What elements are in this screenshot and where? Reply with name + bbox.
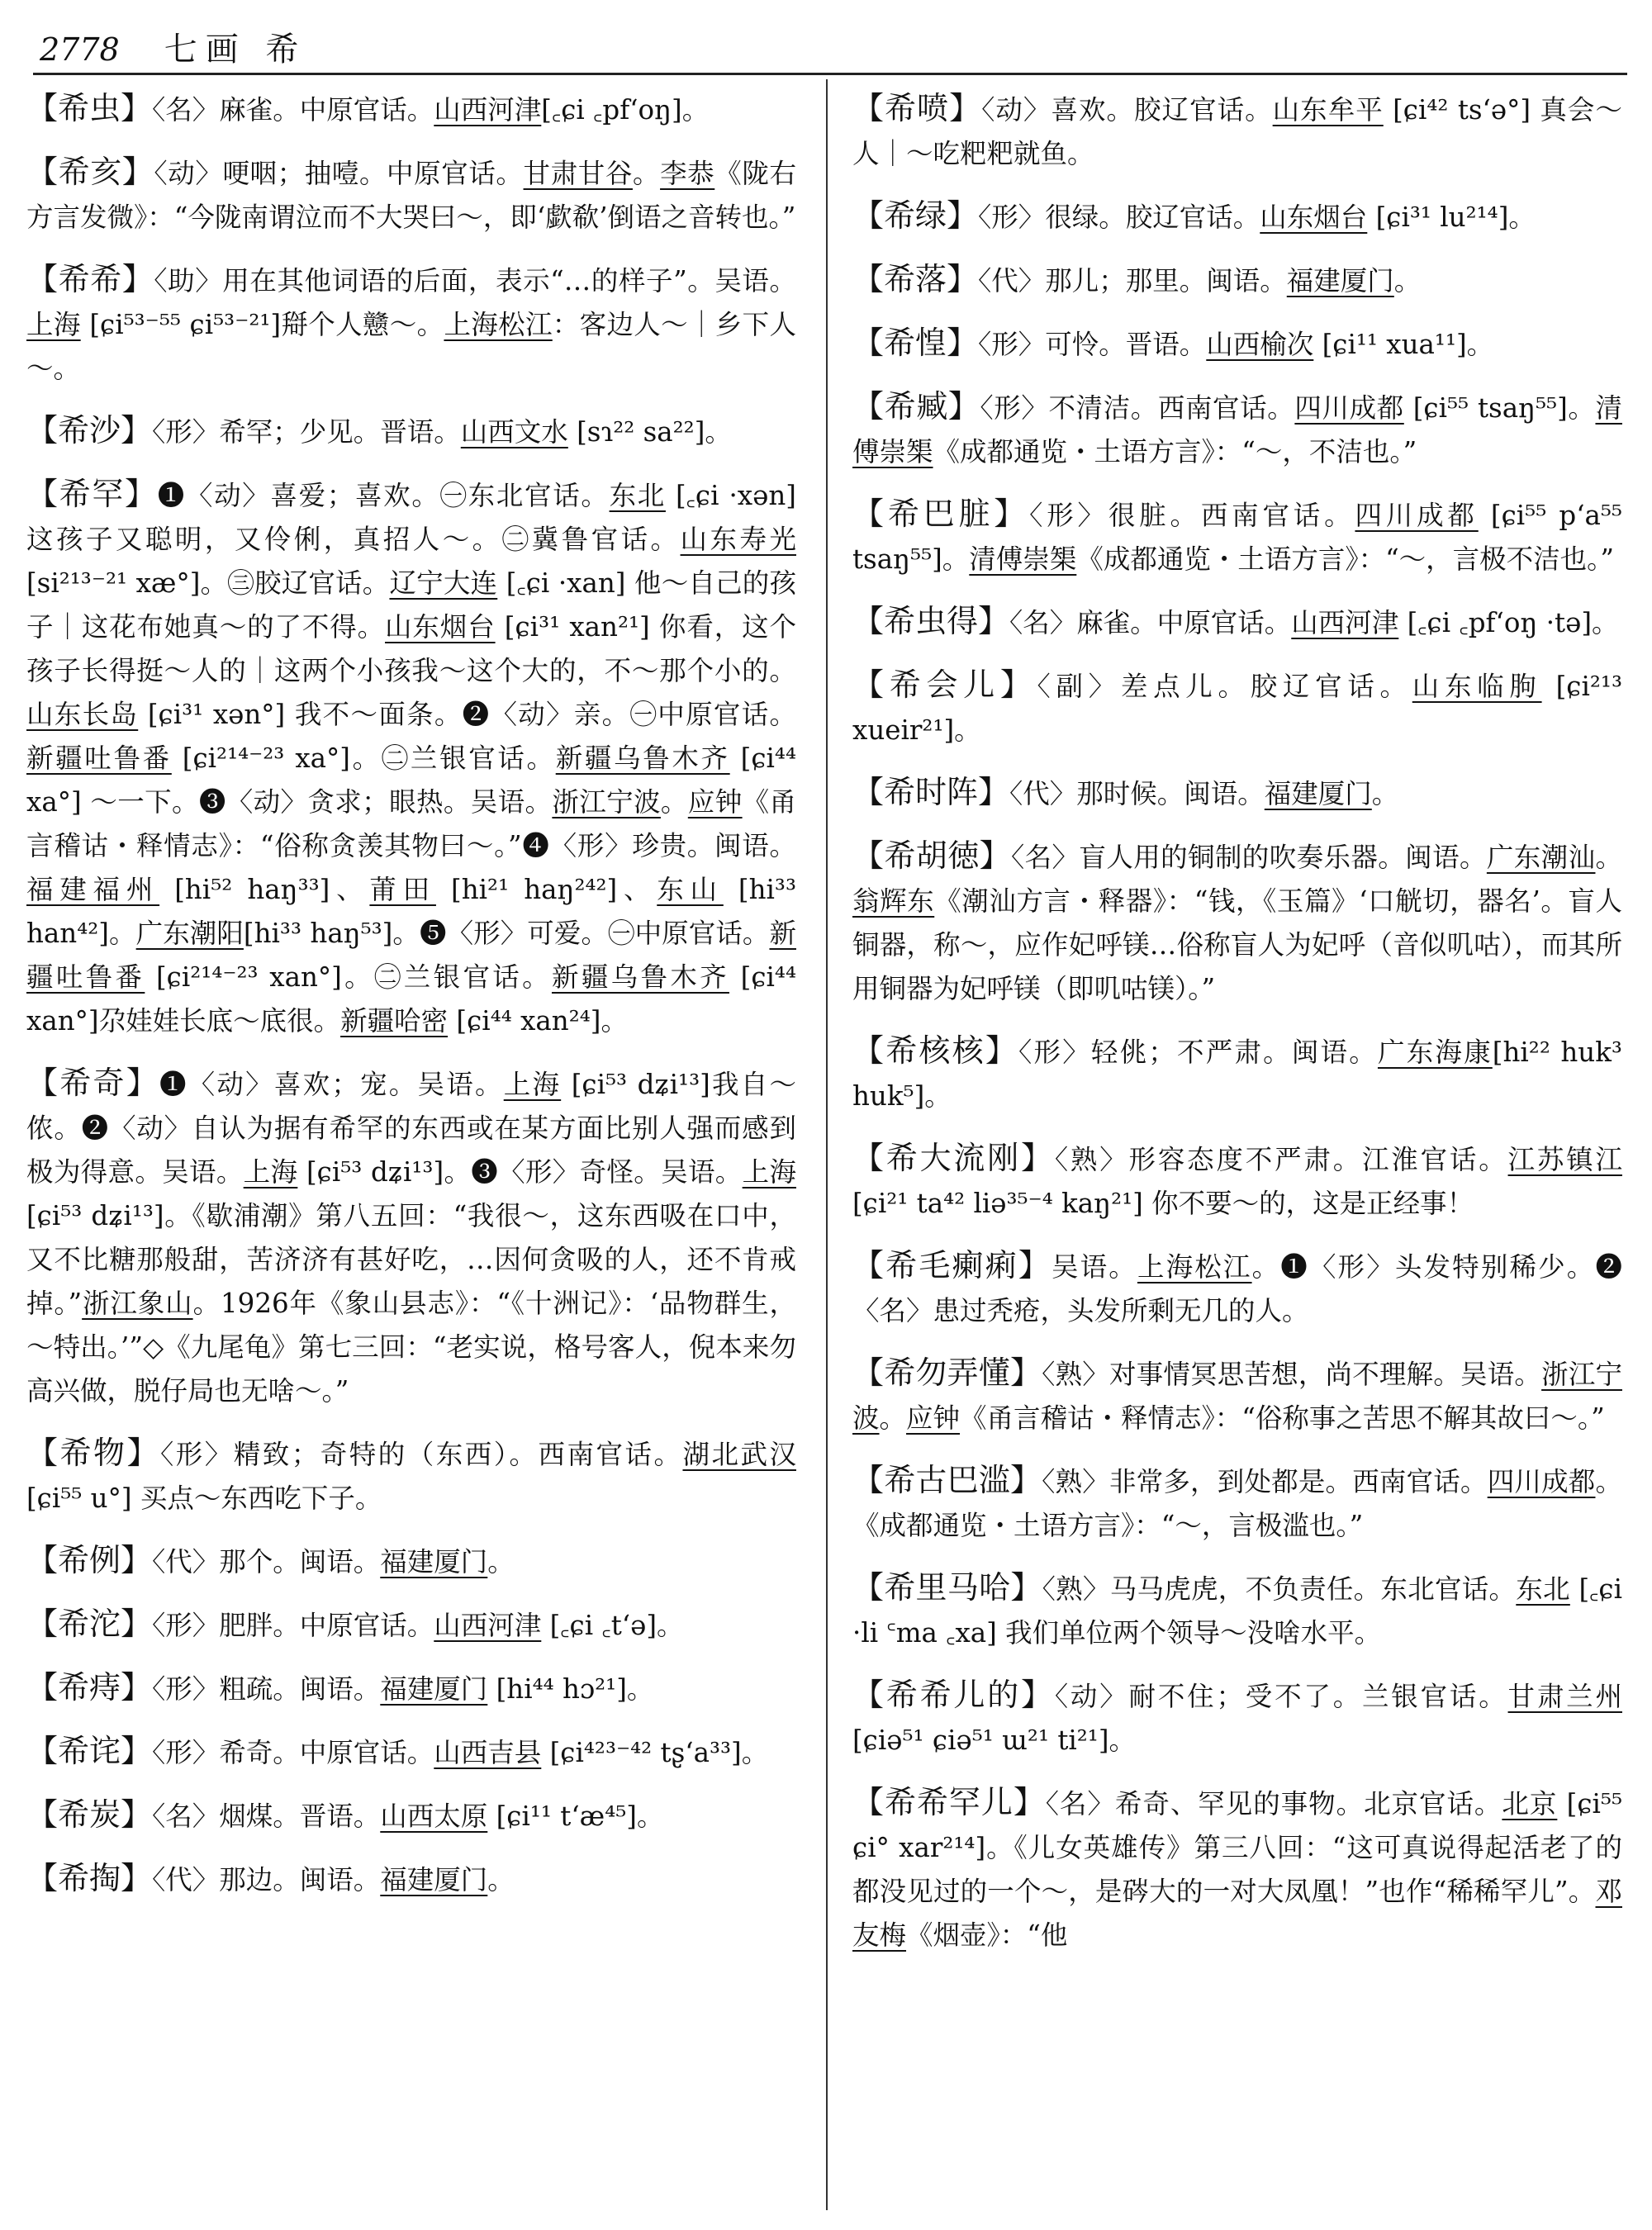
entry-text: [ɕi³¹ xən°] 我不～面条。❷〈动〉亲。㊀中原官话。: [138, 699, 796, 730]
entry-text: [ɕi⁵³ dʑi¹³]。《歇浦潮》第八五回：“我很～，这东西吸在口中，又不比糖那般甜，苦济济有甚好吃，…因何贪吸的人，还不肯戒掉。”: [26, 1200, 796, 1319]
entry-text: 〈熟〉对事情冥思苦想，尚不理解。吴语。: [1042, 1359, 1542, 1390]
dictionary-entry: [26, 258, 796, 391]
entry-text: 〈熟〉形容态度不严肃。江淮官话。: [1054, 1144, 1508, 1175]
header-rule: [33, 73, 1627, 75]
entry-location: 福建厦门: [380, 1864, 488, 1896]
entry-location: 山西吉县: [434, 1737, 542, 1768]
entry-location: 福建厦门: [380, 1673, 488, 1705]
dictionary-entry: [26, 1602, 796, 1648]
entry-text: 。❶〈形〉头发特别稀少。❷〈名〉患过秃疮，头发所剩无几的人。: [852, 1251, 1622, 1326]
dictionary-entry: [852, 1244, 1622, 1333]
entry-text: [ɕi²¹ ta⁴² liə³⁵⁻⁴ kaŋ²¹] 你不要～的，这是正经事！: [852, 1188, 1474, 1219]
entry-headword: 【希沱】: [26, 1606, 153, 1642]
entry-text: ：客边人～｜乡下人～。: [26, 309, 796, 384]
entry-text: [ɕi¹¹ xua¹¹]。: [1313, 329, 1494, 360]
entry-headword: 【希胡徳】: [852, 837, 1011, 874]
entry-location: 上海: [503, 1069, 562, 1100]
entry-text: 〈形〉希奇。中原官话。: [152, 1737, 434, 1768]
entry-headword: 【希沙】: [26, 412, 153, 448]
entry-location: 山西河津: [434, 1610, 542, 1641]
right-column: [852, 87, 1622, 1976]
entry-text: 。: [487, 1864, 515, 1896]
entry-text: [ɕi³¹ lu²¹⁴]。: [1367, 202, 1536, 233]
entry-text: [꜀ɕi ·li ꜂ma ꜀xa] 我们单位两个领导～没啥水平。: [852, 1573, 1622, 1649]
entry-location: 山东寿光: [680, 524, 796, 555]
entry-text: 《成都通览・土语方言》：“～，不洁也。”: [933, 436, 1417, 467]
entry-location: 上海: [26, 309, 81, 340]
dictionary-entry: [852, 1459, 1622, 1548]
entry-headword: 【希虫得】: [852, 603, 1010, 639]
entry-location: 广东海康: [1377, 1037, 1493, 1068]
entry-location: 上海松江: [444, 309, 553, 340]
entry-text: 。: [632, 158, 661, 189]
entry-text: 《甬言稽诂・释情志》：“俗称贪羡其物曰～。”❹〈形〉珍贵。闽语。: [26, 786, 796, 861]
dictionary-entry: [852, 194, 1622, 240]
dictionary-entry: [26, 409, 796, 454]
entry-text: [꜀ɕi ꜀t‘ə]。: [541, 1610, 684, 1641]
entry-location: 山西河津: [434, 94, 542, 126]
entry-headword: 【希物】: [26, 1435, 160, 1471]
entry-text: [sɿ²² sa²²]。: [567, 416, 732, 448]
entry-text: 〈名〉麻雀。中原官话。: [152, 94, 434, 126]
entry-location: 四川成都: [1294, 392, 1404, 424]
entry-headword: 【希会儿】: [852, 667, 1037, 703]
entry-headword: 【希亥】: [26, 154, 154, 190]
left-column: [26, 87, 796, 1920]
dictionary-entry: [852, 834, 1622, 1011]
entry-text: [ɕi¹¹ t‘æ⁴⁵]。: [487, 1801, 664, 1832]
entry-text: 〈动〉喜欢。胶辽官话。: [981, 94, 1273, 126]
entry-headword: 【希痔】: [26, 1669, 153, 1706]
entry-location: 山东烟台: [1260, 202, 1368, 233]
entry-text: [ɕi²¹⁴⁻²³ xan°]。㊁兰银官话。: [145, 961, 552, 993]
entry-headword: 【希核核】: [852, 1032, 1019, 1069]
entry-text: 。1926年《象山县志》：“《十洲记》：‘品物群生，～特出。’”◇《九尾龟》第七三回：“老实说，格号客人，倪本来勿高兴做，脱仔局也无啥～。”: [26, 1288, 796, 1407]
entry-text: [ɕi²¹³ xueir²¹]。: [852, 671, 1622, 746]
entry-text: 《烟壶》：“他: [906, 1919, 1068, 1951]
entry-text: [ɕi⁵⁵ tsaŋ⁵⁵]。: [1403, 392, 1596, 424]
entry-text: 《甬言稽诂・释情志》：“俗称事之苦思不解其故曰～。”: [960, 1402, 1605, 1434]
entry-location: 新疆哈密: [340, 1005, 449, 1037]
entry-headword: 【希里马哈】: [852, 1569, 1042, 1606]
dictionary-entry: [852, 1136, 1622, 1226]
entry-text: 〈动〉哽咽；抽噎。中原官话。: [154, 158, 524, 189]
entry-headword: 【希惶】: [852, 325, 979, 361]
dictionary-entry: [852, 87, 1622, 176]
dictionary-entry: [26, 150, 796, 240]
entry-location: 上海: [742, 1156, 796, 1188]
entry-location: 上海: [243, 1156, 298, 1188]
entry-location: 东山: [657, 874, 724, 905]
entry-location: 四川成都: [1487, 1466, 1596, 1497]
entry-text: [ɕi²¹⁴⁻²³ xa°]。㊁兰银官话。: [171, 743, 556, 774]
dictionary-entry: [852, 600, 1622, 645]
entry-location: 四川成都: [1355, 500, 1479, 531]
entry-headword: 【希掏】: [26, 1860, 153, 1896]
entry-text: 〈形〉很绿。胶辽官话。: [978, 202, 1260, 233]
entry-text: [ɕi⁵³ dʑi¹³]。❸〈形〉奇怪。吴语。: [297, 1156, 743, 1188]
entry-text: [ɕi⁴⁴ xan°]尕娃娃长底～底很。: [26, 961, 796, 1037]
entry-text: 〈形〉轻佻；不严肃。闽语。: [1018, 1037, 1378, 1068]
dictionary-entry: [852, 771, 1622, 816]
dictionary-entry: [26, 1431, 796, 1521]
entry-text: 〈助〉用在其他词语的后面，表示“…的样子”。吴语。: [154, 265, 796, 297]
entry-location: 福建厦门: [1264, 778, 1372, 809]
entry-location: 新疆吐鲁番: [26, 743, 172, 774]
entry-location: 山东长岛: [26, 699, 139, 730]
entry-location: 应钟: [687, 786, 743, 818]
entry-location: 莆田: [369, 874, 436, 905]
entry-text: 〈名〉希奇、罕见的事物。北京官话。: [1045, 1788, 1502, 1820]
entry-text: 〈形〉粗疏。闽语。: [152, 1673, 381, 1705]
entry-location: 东北: [609, 480, 666, 511]
entry-text: [ɕi⁴² ts‘ə°] 真会～人｜～吃粑粑就鱼。: [852, 94, 1622, 169]
entry-location: 李恭: [660, 158, 715, 189]
entry-text: [꜀ɕi ·xən] 这孩子又聪明，又伶俐，真招人～。㊁冀鲁官话。: [26, 480, 796, 555]
dictionary-entry: [26, 472, 796, 1043]
dictionary-entry: [26, 1793, 796, 1839]
entry-text: 〈熟〉非常多，到处都是。西南官话。: [1042, 1466, 1488, 1497]
entry-text: 〈形〉精致；奇特的（东西）。西南官话。: [160, 1439, 683, 1470]
entry-location: 浙江宁波: [852, 1359, 1622, 1434]
entry-text: 〈形〉很脏。西南官话。: [1029, 500, 1355, 531]
entry-headword: 【希希儿的】: [852, 1677, 1055, 1713]
entry-location: 山东烟台: [385, 611, 496, 643]
entry-text: 〈代〉那个。闽语。: [152, 1546, 381, 1578]
page-header: [40, 23, 1626, 73]
entry-text: 〈名〉烟煤。晋语。: [152, 1801, 381, 1832]
dictionary-entry: [852, 1673, 1622, 1763]
entry-text: 〈代〉那儿；那里。闽语。: [978, 265, 1287, 297]
entry-text: ❶〈动〉喜爱；喜欢。㊀东北官话。: [157, 480, 610, 511]
entry-headword: 【希时阵】: [852, 774, 1010, 810]
entry-headword: 【希臧】: [852, 388, 980, 425]
entry-location: 北京: [1502, 1788, 1558, 1820]
dictionary-entry: [852, 492, 1622, 581]
entry-text: [ɕi³¹ xan²¹] 你看，这个孩子长得挺～人的｜这两个小孩我～这个大的，不～那个小的。: [26, 611, 796, 686]
entry-text: 〈形〉不清洁。西南官话。: [980, 392, 1295, 424]
dictionary-entry: [26, 1061, 796, 1413]
entry-text: [si²¹³⁻²¹ xæ°]。㊂胶辽官话。: [26, 567, 390, 599]
entry-text: 《陇右方言发微》：“今陇南谓泣而不大哭曰～，即‘歔欷’倒语之音转也。”: [26, 158, 796, 233]
entry-location: 山西河津: [1291, 607, 1399, 638]
entry-location: 广东潮阳: [135, 918, 244, 949]
entry-location: 翁辉东: [852, 885, 935, 917]
entry-text: 。《成都通览・土语方言》：“～，言极滥也。”: [852, 1466, 1622, 1541]
section-title: 七画 希: [164, 31, 307, 69]
entry-text: [꜀ɕi ꜀pf‘oŋ]。: [541, 94, 710, 126]
entry-text: [꜀ɕi ꜀pf‘oŋ ·tə]。: [1398, 607, 1619, 638]
entry-location: 甘肃甘谷: [523, 158, 633, 189]
entry-location: 邓友梅: [852, 1876, 1622, 1951]
entry-text: 。: [1595, 842, 1622, 873]
entry-headword: 【希喷】: [852, 90, 982, 126]
entry-location: 辽宁大连: [389, 567, 498, 599]
column-divider: [826, 79, 828, 2210]
entry-text: 〈熟〉马马虎虎，不负责任。东北官话。: [1042, 1573, 1517, 1605]
entry-location: 山西太原: [380, 1801, 488, 1832]
entry-text: 《成都通览・土语方言》：“～，言极不洁也。”: [1076, 543, 1615, 575]
entry-headword: 【希奇】: [26, 1065, 159, 1101]
entry-text: [ɕi⁴⁴ xan²⁴]。: [448, 1005, 628, 1037]
entry-location: 福建福州: [26, 874, 160, 905]
dictionary-entry: [852, 1781, 1622, 1957]
entry-location: 山东牟平: [1272, 94, 1384, 126]
entry-location: 广东潮汕: [1486, 842, 1596, 873]
entry-text: 〈名〉麻雀。中原官话。: [1009, 607, 1292, 638]
entry-location: 浙江宁波: [552, 786, 661, 818]
entry-headword: 【希毛瘌痢】: [852, 1247, 1051, 1283]
entry-headword: 【希古巴滥】: [852, 1462, 1042, 1498]
entry-location: 清傅崇榘: [852, 392, 1622, 467]
dictionary-entry: [852, 1029, 1622, 1118]
entry-location: 福建厦门: [1286, 265, 1394, 297]
entry-headword: 【希罕】: [26, 476, 158, 512]
entry-headword: 【希诧】: [26, 1733, 153, 1769]
entry-headword: 【希虫】: [26, 90, 153, 126]
entry-location: 清傅崇榘: [969, 543, 1077, 575]
entry-location: 上海松江: [1137, 1251, 1252, 1283]
entry-text: [hi⁴⁴ hɔ²¹]。: [487, 1673, 654, 1705]
entry-text: [hi²² huk³ huk⁵]。: [852, 1037, 1622, 1112]
dictionary-entry: [26, 1729, 796, 1775]
entry-text: [hi²¹ haŋ²⁴²]、: [435, 874, 657, 905]
entry-location: 新疆乌鲁木齐: [551, 961, 729, 993]
entry-text: 〈形〉肥胖。中原官话。: [152, 1610, 434, 1641]
entry-text: 〈代〉那边。闽语。: [152, 1864, 381, 1896]
entry-location: 新疆吐鲁番: [26, 918, 796, 993]
entry-headword: 【希例】: [26, 1542, 153, 1578]
entry-text: 〈副〉差点儿。胶辽官话。: [1037, 671, 1412, 702]
entry-headword: 【希希】: [26, 261, 154, 297]
entry-text: [ɕiə⁵¹ ɕiə⁵¹ ɯ²¹ ti²¹]。: [852, 1725, 1137, 1756]
entry-text: 〈形〉希罕；少见。晋语。: [152, 416, 461, 448]
entry-text: [ɕi⁵⁵ ɕi° xar²¹⁴]。《儿女英雄传》第三八回：“这可真说得起活老了的都没见过的一个～，是硶大的一对大凤凰！”也作“稀稀罕儿”。: [852, 1788, 1622, 1907]
dictionary-entry: [852, 321, 1622, 367]
entry-text: 〈动〉耐不住；受不了。兰银官话。: [1054, 1681, 1508, 1712]
entry-location: 福建厦门: [380, 1546, 488, 1578]
entry-location: 江苏镇江: [1507, 1144, 1622, 1175]
entry-text: 。: [487, 1546, 515, 1578]
entry-location: 山东临朐: [1412, 671, 1542, 702]
entry-headword: 【希大流刚】: [852, 1140, 1055, 1176]
dictionary-entry: [852, 1566, 1622, 1655]
entry-text: 〈名〉盲人用的铜制的吹奏乐器。闽语。: [1010, 842, 1487, 873]
entry-location: 东北: [1516, 1573, 1570, 1605]
dictionary-entry: [852, 258, 1622, 303]
entry-text: [ɕi⁵⁵ p‘a⁵⁵ tsaŋ⁵⁵]。: [852, 500, 1622, 575]
entry-text: [hi³³ haŋ⁵³]。❺〈形〉可爱。㊀中原官话。: [243, 918, 770, 949]
page-number: 2778: [40, 31, 120, 68]
entry-location: 新疆乌鲁木齐: [555, 743, 730, 774]
entry-headword: 【希绿】: [852, 197, 979, 234]
entry-text: [꜀ɕi ·xan] 他～自己的孩子｜这花布她真～的了不得。: [26, 567, 796, 643]
entry-text: [ɕi⁵³ dʑi¹³]我自～侬。❷〈动〉自认为据有希罕的东西或在某方面比别人强而感到极为得意。吴语。: [26, 1069, 796, 1188]
entry-headword: 【希希罕儿】: [852, 1784, 1046, 1820]
entry-location: 湖北武汉: [682, 1439, 796, 1470]
entry-headword: 【希勿弄懂】: [852, 1355, 1042, 1391]
dictionary-entry: [26, 1666, 796, 1711]
entry-text: [ɕi⁴²³⁻⁴² tʂ‘a³³]。: [541, 1737, 769, 1768]
entry-location: 应钟: [906, 1402, 961, 1434]
entry-headword: 【希落】: [852, 261, 979, 297]
entry-location: 浙江象山: [82, 1288, 193, 1319]
entry-location: 山西文水: [460, 416, 568, 448]
entry-text: 吴语。: [1051, 1251, 1137, 1283]
dictionary-entry: [852, 1351, 1622, 1440]
dictionary-entry: [852, 385, 1622, 474]
entry-text: 〈形〉可怜。晋语。: [978, 329, 1207, 360]
entry-headword: 【希炭】: [26, 1796, 153, 1833]
entry-text: ❶〈动〉喜欢；宠。吴语。: [159, 1069, 504, 1100]
entry-text: [ɕi⁴⁴ xa°] ～一下。❸〈动〉贪求；眼热。吴语。: [26, 743, 796, 818]
entry-text: 。: [660, 786, 688, 818]
entry-text: 。: [1371, 778, 1399, 809]
dictionary-entry: [26, 1857, 796, 1902]
entry-text: 〈代〉那时候。闽语。: [1009, 778, 1265, 809]
entry-text: [hi⁵² haŋ³³]、: [159, 874, 370, 905]
entry-text: [hi³³ han⁴²]。: [26, 874, 796, 949]
entry-text: 。: [1393, 265, 1422, 297]
dictionary-entry: [26, 1539, 796, 1584]
entry-headword: 【希巴脏】: [852, 496, 1030, 532]
entry-location: 甘肃兰州: [1507, 1681, 1622, 1712]
entry-text: 《潮汕方言・释器》：“钱，《玉篇》‘口觥切，器名’。盲人铜器，称～，应作妃呼镁…俗称盲人为妃呼（音似叽咕），而其所用铜器为妃呼镁（即叽咕镁）。”: [852, 885, 1622, 1004]
entry-location: 山西榆次: [1206, 329, 1314, 360]
dictionary-entry: [852, 663, 1622, 752]
entry-text: 。: [879, 1402, 907, 1434]
dictionary-entry: [26, 87, 796, 132]
entry-text: [ɕi⁵⁵ u°] 买点～东西吃下子。: [26, 1483, 382, 1514]
entry-text: [ɕi⁵³⁻⁵⁵ ɕi⁵³⁻²¹]搿个人戆～。: [80, 309, 444, 340]
